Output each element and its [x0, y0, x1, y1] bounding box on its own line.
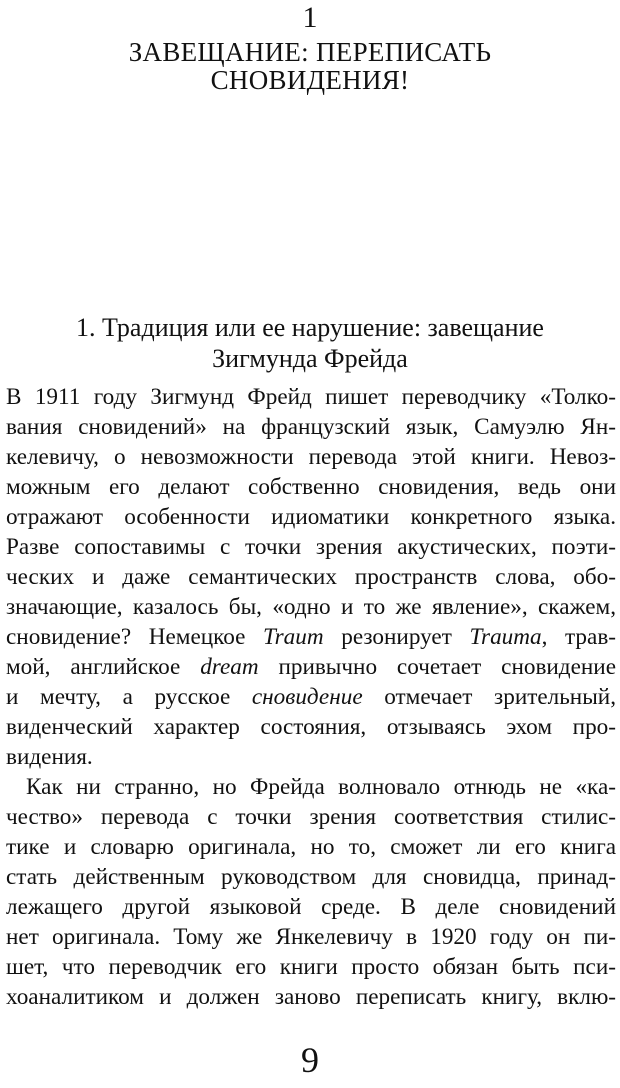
text-run: резонирует [323, 624, 470, 650]
text-line: можным его делают собственно сновидения, ведь они [6, 474, 616, 500]
text-line: чество» перевода с точки зрения соответствия стилис- [6, 804, 616, 830]
text-line: В 1911 году Зигмунд Фрейд пишет переводчику «Толко- [6, 384, 616, 410]
text-line: значающие, казалось бы, «одно и то же явление», скажем, [6, 594, 616, 620]
text-line: стать действенным руководством для сновидца, принад- [6, 864, 616, 890]
text-run: отмечает зрительный, [362, 684, 616, 710]
chapter-title [0, 38, 620, 94]
text-line: тике и словарю оригинала, но то, сможет ли его книга [6, 834, 616, 860]
text-line: хоаналитиком и должен заново переписать книгу, вклю- [6, 984, 616, 1010]
body-text [6, 382, 616, 1012]
text-line: лежащего другой языковой среде. В деле сновидений [6, 894, 616, 920]
paragraph [6, 772, 616, 1012]
section-heading-line: Зигмунда Фрейда [212, 344, 408, 373]
text-line: Как ни странно, но Фрейда волновало отнюдь не «ка- [26, 774, 616, 800]
section-heading-line: 1. Традиция или ее нарушение: завещание [76, 313, 544, 342]
text-line: шет, что переводчик его книги просто обязан быть пси- [6, 954, 616, 980]
italic-word: сновидение [251, 684, 363, 710]
text-line: отражают особенности идиоматики конкретного языка. [6, 504, 616, 530]
chapter-number: 1 [302, 1, 318, 34]
text-line [6, 622, 616, 652]
text-line: вания сновидений» на французский язык, Самуэлю Ян- [6, 414, 616, 440]
page-number: 9 [301, 1040, 319, 1080]
chapter-title-line: СНОВИДЕНИЯ! [210, 65, 410, 95]
text-run: привычно сочетает сновидение [258, 654, 617, 680]
text-run: сновидение? Немецкое [6, 624, 264, 650]
paragraph [6, 382, 616, 772]
text-run: и мечту, а русское [6, 684, 252, 710]
text-line [6, 682, 616, 712]
text-line [6, 652, 616, 682]
text-line: видения. [6, 744, 93, 770]
text-line: виденческий характер состояния, отзываясь эхом про- [6, 714, 616, 740]
chapter-title-line: ЗАВЕЩАНИЕ: ПЕРЕПИСАТЬ [128, 37, 492, 67]
text-run: , трав- [541, 624, 616, 650]
text-line: Разве сопоставимы с точки зрения акустических, поэти- [6, 534, 616, 560]
text-line: келевичу, о невозможности перевода этой книги. Невоз- [6, 444, 616, 470]
text-line: ческих и даже семантических пространств слова, обо- [6, 564, 616, 590]
italic-word: Traum [263, 624, 324, 650]
text-run: мой, английское [6, 654, 201, 680]
section-heading [0, 312, 620, 374]
italic-word: dream [200, 654, 259, 680]
italic-word: Trauma [469, 624, 542, 650]
text-line: нет оригинала. Тому же Янкелевичу в 1920 году он пи- [6, 924, 616, 950]
